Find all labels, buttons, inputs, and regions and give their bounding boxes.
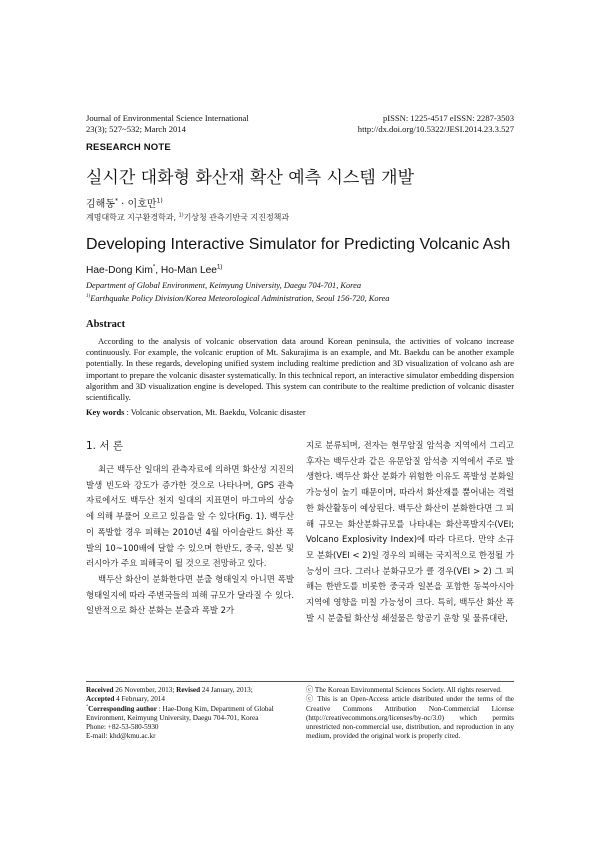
journal-ids <box>358 113 514 135</box>
english-affiliation-2 <box>86 294 389 303</box>
english-affiliation-2-text: Earthquake Policy Division/Korea Meteorological Administration, Seoul 156-720, Korea <box>90 294 390 303</box>
article-type: RESEARCH NOTE <box>86 142 171 153</box>
journal-name: Journal of Environmental Science International <box>86 113 249 123</box>
keywords-text: : Volcanic observation, Mt. Baekdu, Volcanic disaster <box>124 408 306 417</box>
article-history <box>86 686 291 742</box>
korean-author-2: 이호만 <box>127 199 157 210</box>
korean-affiliation <box>86 212 289 223</box>
received-label: Received <box>86 686 114 694</box>
paragraph: 백두산 화산이 분화한다면 분출 형태일지 아니면 폭발 형태일지에 따라 주변국들의 피해 규모가 달라질 수 있다. 일반적으로 화산 분화는 분출과 폭발 2가 <box>86 573 294 616</box>
email[interactable]: E-mail: khd@kmu.ac.kr <box>86 732 156 741</box>
english-author-separator: , <box>155 265 161 276</box>
korean-author-2-mark: 1) <box>156 197 163 205</box>
paragraph: 최근 백두산 일대의 관측자료에 의하면 화산성 지진의 발생 빈도와 강도가 증가한 것으로 나타나며, GPS 관측자료에서도 백두산 천지 일대의 지표면이 마그마의 상승에 의해 부풀어 오르고 있음을 알 수 있다(Fig. 1). 백두산이 폭발할 경우 피해는 2010년 4월 아이슬란드 화산 폭발의 10~100배에 달할 수 있으며 한반도, 중국, 일본 및 러시아가 주요 피해국이 될 것으로 전망하고 있다. <box>86 464 294 569</box>
volume-pages: 23(3); 527~532; March 2014 <box>86 124 186 134</box>
issn: pISSN: 1225-4517 eISSN: 2287-3503 <box>382 113 514 123</box>
english-authors <box>86 265 222 276</box>
phone: Phone: +82-53-580-5930 <box>86 723 159 732</box>
korean-affiliation-a: 계명대학교 지구환경학과, <box>86 213 179 222</box>
accepted-line <box>86 695 291 704</box>
revised-date: 24 January, 2013; <box>200 686 253 694</box>
body-column-right <box>306 438 514 626</box>
abstract-heading: Abstract <box>86 319 126 330</box>
journal-info <box>86 113 249 135</box>
english-author-1-mark: * <box>152 263 156 271</box>
footnote-divider <box>86 681 514 682</box>
korean-affiliation-b: 기상청 관측기반국 지진정책과 <box>183 213 290 222</box>
korean-affiliation-b-mark: 1) <box>178 213 184 219</box>
keywords-label: Key words <box>86 408 125 417</box>
license-text: ⓒ This is an Open-Access article distributed under the terms of the Creative Commons Attribution Non-Commercial License (http://creativecommons.org/licenses/by-nc/3.0) which permits unrestricted non-commercial use, distribution, and reproduction in any medium, provided the original work is properly cited. <box>306 695 514 741</box>
korean-authors <box>86 195 163 210</box>
accepted-date: 4 February, 2014 <box>114 695 165 704</box>
corresponding-mark: * <box>86 703 89 709</box>
paragraph: 지로 분류되며, 전자는 현무암질 암석층 지역에서 그리고 후자는 백두산과 같은 유문암질 암석층 지역에서 주로 발생한다. 백두산 화산 분화가 위험한 이유도 폭발성 분화일 가능성이 높기 때문이며, 따라서 화산재를 뿜어내는 격렬한 화산활동이 예상된다. 백두산 화산이 분화한다면 그 피해 규모는 화산분화규모를 나타내는 화산폭발지수(VEI; Volcano Explosivity Index)에 따라 다르다. 만약 소규모 분화(VEI < 2)일 경우의 피해는 국지적으로 한정될 가능성이 크다. 그러나 분화규모가 클 경우(VEI > 2) 그 피해는 한반도를 비롯한 중국과 일본을 포함한 동북아시아 지역에 영향을 미칠 가능성이 크다. 특히, 백두산 화산 폭발 시 분출될 화산성 쇄설물은 항공기 운항 및 물류대란, <box>306 440 514 623</box>
english-title: Developing Interactive Simulator for Predicting Volcanic Ash <box>86 236 511 253</box>
english-affiliation-1: Department of Global Environment, Keimyung University, Daegu 704-701, Korea <box>86 281 362 290</box>
english-affiliation-2-mark: 1) <box>86 294 91 300</box>
doi-link[interactable]: http://dx.doi.org/10.5322/JESI.2014.23.3.527 <box>357 124 514 134</box>
section-heading: 1. 서 론 <box>86 440 123 452</box>
english-author-2-mark: 1) <box>216 263 223 271</box>
accepted-label: Accepted <box>86 695 115 704</box>
corresponding-label: Corresponding author <box>88 704 157 713</box>
korean-author-1-mark: * <box>114 197 118 205</box>
corresponding-text: : Hae-Dong Kim, Department of Global Environment, Keimyung University, Daegu 704-701, Korea <box>86 704 274 722</box>
keywords <box>86 408 306 417</box>
english-author-2: Ho-Man Lee <box>160 265 217 276</box>
revised-label: Revised <box>176 686 201 694</box>
license-notice <box>306 686 514 742</box>
copyright: ⓒ The Korean Environmental Sciences Society. All rights reserved. <box>306 686 502 694</box>
corresponding-author <box>86 705 291 724</box>
korean-author-separator: · <box>117 199 128 210</box>
received-date: 26 November, 2013; <box>113 686 177 694</box>
dates-line <box>86 686 291 695</box>
english-author-1: Hae-Dong Kim <box>86 265 153 276</box>
body-column-left <box>86 462 294 619</box>
korean-author-1: 김해동 <box>86 199 115 210</box>
abstract-text: According to the analysis of volcanic observation data around Korean peninsula, the activities of volcano increase continuously. For example, the volcanic eruption of Mt. Sakurajima is an example, and Mt. Baekdu can be another example potentially. In these regards, developing unified system including realtime prediction and 3D visualization of volcano ash are important to prepare the volcanic disaster systematically. In this technical report, an interactive simulator embedding dispersion algorithm and 3D visualization engine is developed. This system can contribute to the realtime prediction of volcanic disaster scientifically. <box>86 337 514 403</box>
korean-title: 실시간 대화형 화산재 확산 예측 시스템 개발 <box>86 168 415 188</box>
